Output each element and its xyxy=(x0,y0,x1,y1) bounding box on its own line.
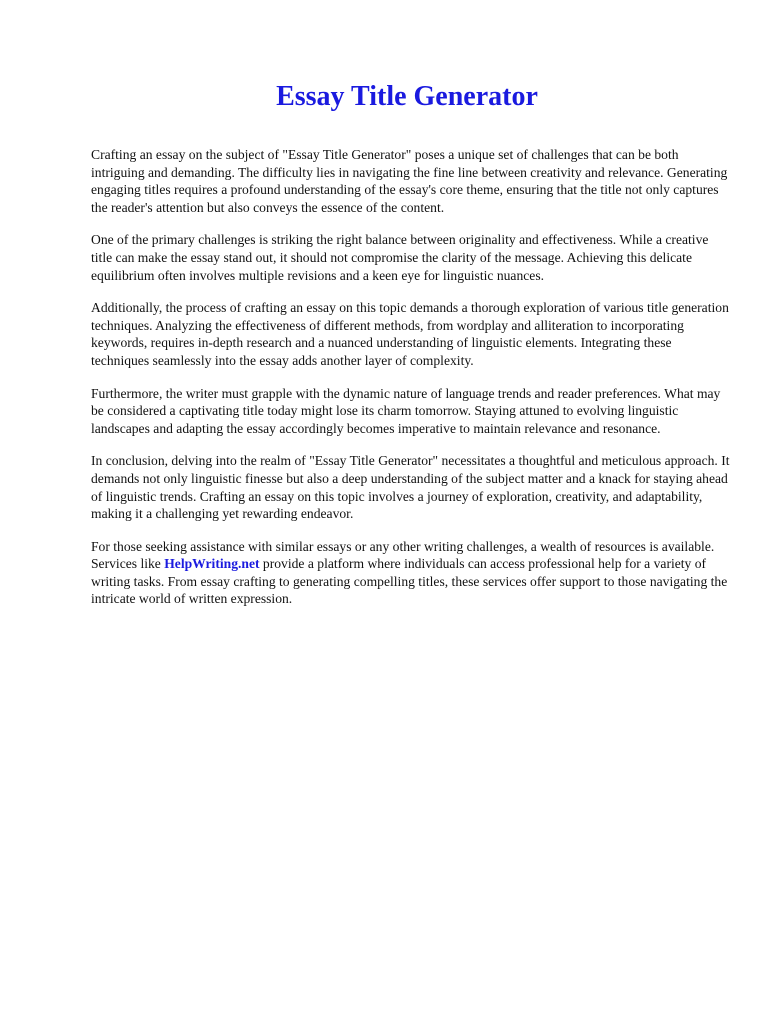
page-title: Essay Title Generator xyxy=(276,81,538,112)
essay-body xyxy=(91,146,731,623)
paragraph-2: One of the primary challenges is striking the right balance between originality and effectiveness. While a creative title can make the essay stand out, it should not compromise the clarity of the message. Achieving this delicate equilibrium often involves multiple revisions and a keen eye for linguistic nuances. xyxy=(91,232,709,283)
paragraph-6 xyxy=(91,538,731,608)
paragraph-6-text-before-link: For those seeking assistance with similar essays or any other writing challenges, a wealth of resources is available. Services like xyxy=(91,538,715,572)
paragraph-3: Additionally, the process of crafting an essay on this topic demands a thorough exploration of various title generation techniques. Analyzing the effectiveness of different methods, from wordplay and alliteration to incorporating keywords, requires in-depth research and a nuanced understanding of linguistic elements. Integrating these techniques seamlessly into the essay adds another layer of complexity. xyxy=(91,300,729,368)
paragraph-5: In conclusion, delving into the realm of "Essay Title Generator" necessitates a thoughtful and meticulous approach. It demands not only linguistic finesse but also a deep understanding of the subject matter and a knack for staying ahead of linguistic trends. Crafting an essay on this topic involves a journey of exploration, creativity, and adaptability, making it a challenging yet rewarding endeavor. xyxy=(91,453,730,522)
paragraph-1: Crafting an essay on the subject of "Essay Title Generator" poses a unique set of challenges that can be both intriguing and demanding. The difficulty lies in navigating the fine line between creativity and relevance. Generating engaging titles requires a profound understanding of the essay's core theme, ensuring that the title not only captures the reader's attention but also conveys the essence of the content. xyxy=(91,147,728,215)
paragraph-4: Furthermore, the writer must grapple with the dynamic nature of language trends and reader preferences. What may be considered a captivating title today might lose its charm tomorrow. Staying attuned to evolving linguistic landscapes and adapting the essay accordingly becomes imperative to maintain relevance and resonance. xyxy=(91,385,721,436)
helpwriting-link[interactable]: HelpWriting.net xyxy=(164,556,260,572)
paragraph-6-text-after-link: provide a platform where individuals can access professional help for a variety of writing tasks. From essay crafting to generating compelling titles, these services offer support to those navigating the intricate world of written expression. xyxy=(91,556,728,607)
